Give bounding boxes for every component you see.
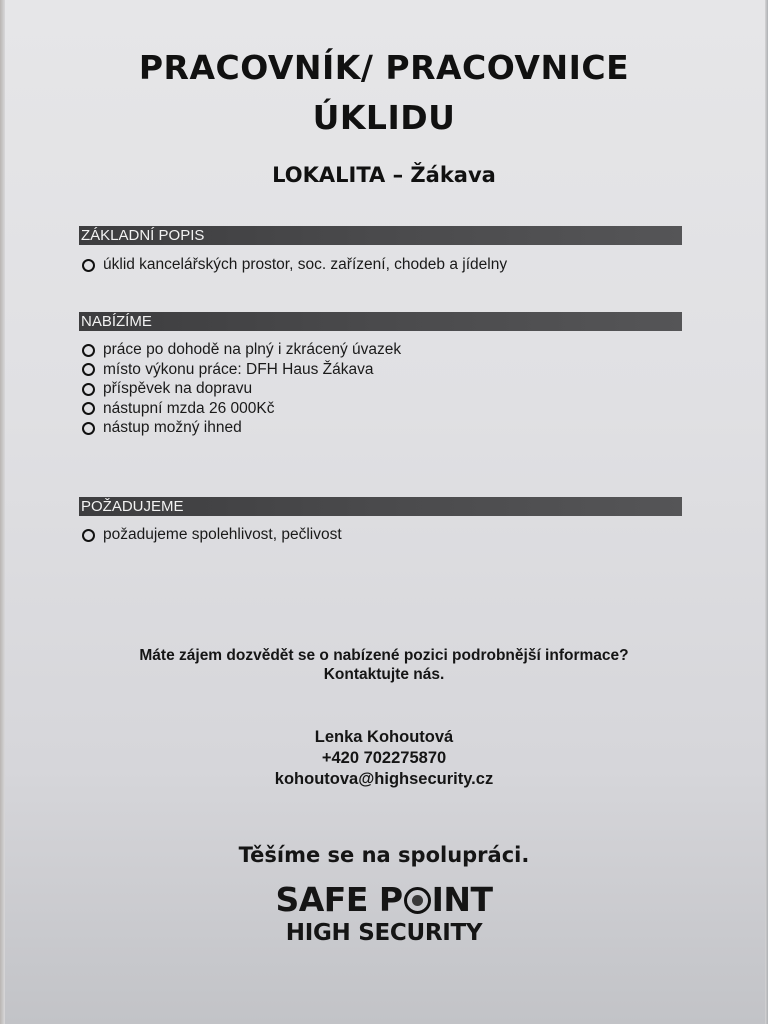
offer-list — [81, 340, 401, 438]
logo-text-part2: INT — [431, 880, 493, 919]
list-item-text: místo výkonu práce: DFH Haus Žákava — [103, 360, 374, 378]
list-item-text: příspěvek na dopravu — [103, 380, 253, 397]
logo-subtitle: HIGH SECURITY — [285, 920, 483, 946]
contact-phone: +420 702275870 — [321, 749, 447, 767]
target-dot-icon — [404, 887, 431, 914]
section-heading-bar — [79, 226, 682, 245]
basic-description-list — [81, 255, 507, 275]
list-item-text: práce po dohodě na plný i zkrácený úvazek — [103, 341, 402, 358]
circle-bullet-icon — [82, 402, 95, 415]
location-label: LOKALITA – Žákava — [272, 163, 496, 187]
job-title-line2: ÚKLIDU — [312, 98, 456, 137]
list-item — [81, 379, 401, 399]
circle-bullet-icon — [82, 259, 95, 272]
circle-bullet-icon — [82, 383, 95, 396]
job-title-line1: PRACOVNÍK/ PRACOVNICE — [138, 48, 630, 87]
contact-name: Lenka Kohoutová — [314, 728, 454, 746]
list-item-text: nástup možný ihned — [103, 419, 242, 436]
company-logo — [0, 880, 768, 919]
section-heading: NABÍZÍME — [81, 313, 152, 330]
list-item — [81, 255, 507, 275]
contact-email: kohoutova@highsecurity.cz — [274, 770, 494, 788]
circle-bullet-icon — [82, 422, 95, 435]
contact-cta: Kontaktujte nás. — [323, 666, 445, 683]
logo-text-part1: SAFE P — [275, 880, 403, 919]
circle-bullet-icon — [82, 344, 95, 357]
section-heading: POŽADUJEME — [81, 498, 184, 515]
paper-edge-left — [0, 0, 5, 1024]
requirements-list — [81, 525, 342, 545]
circle-bullet-icon — [82, 529, 95, 542]
list-item — [81, 360, 401, 380]
list-item-text: úklid kancelářských prostor, soc. zařízení, chodeb a jídelny — [103, 256, 508, 273]
list-item — [81, 399, 401, 419]
section-heading-bar — [79, 497, 682, 516]
list-item-text: požadujeme spolehlivost, pečlivost — [103, 526, 342, 543]
contact-block — [0, 727, 768, 790]
contact-question: Máte zájem dozvědět se o nabízené pozici podrobnější informace? — [139, 647, 629, 664]
list-item — [81, 340, 401, 360]
list-item — [81, 525, 342, 545]
list-item — [81, 418, 401, 438]
contact-prompt — [0, 646, 768, 684]
circle-bullet-icon — [82, 363, 95, 376]
section-heading: ZÁKLADNÍ POPIS — [81, 227, 205, 244]
closing-line: Těšíme se na spolupráci. — [238, 843, 530, 867]
list-item-text: nástupní mzda 26 000Kč — [103, 399, 275, 417]
section-heading-bar — [79, 312, 682, 331]
